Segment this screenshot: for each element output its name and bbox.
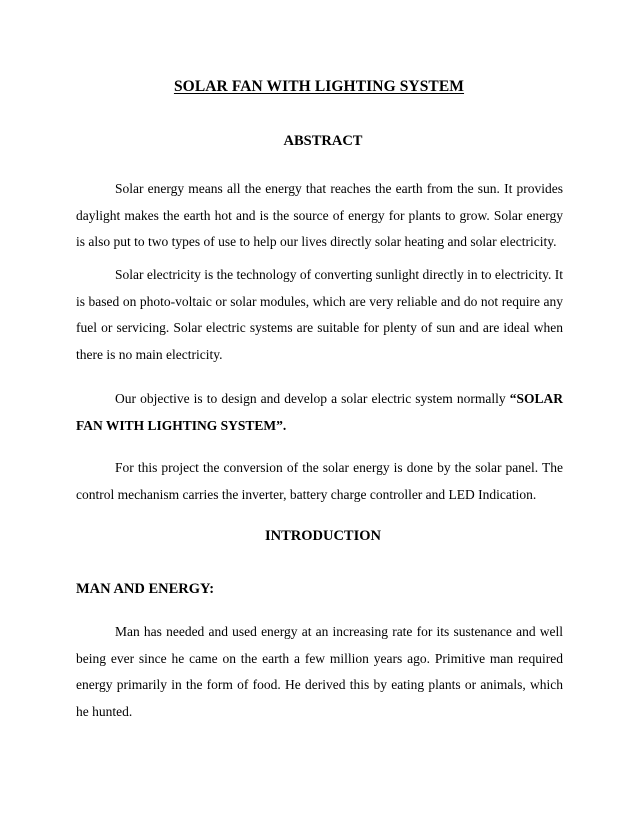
abstract-paragraph-4: For this project the conversion of the solar energy is done by the solar panel. The control mechanism carries the inverter, battery charge controller and LED Indication.	[76, 460, 563, 502]
abstract-heading: ABSTRACT	[283, 133, 363, 149]
abstract-paragraph-3	[76, 386, 563, 439]
abstract-paragraph-1: Solar energy means all the energy that reaches the earth from the sun. It provides daylight makes the earth hot and is the source of energy for plants to grow. Solar energy is also put to two types of use to help our lives directly solar heating and solar electricity.	[76, 181, 563, 249]
abstract-paragraph-2: Solar electricity is the technology of converting sunlight directly in to electricity. It is based on photo-voltaic or solar modules, which are very reliable and do not require any fuel or servicing. Solar electric systems are suitable for plenty of sun and are ideal when there is no main electricity.	[76, 267, 563, 362]
project-name-emphasis: “SOLAR FAN WITH LIGHTING SYSTEM”.	[76, 391, 563, 433]
introduction-heading: INTRODUCTION	[264, 528, 381, 544]
document-title: SOLAR FAN WITH LIGHTING SYSTEM	[173, 78, 465, 95]
objective-text: Our objective is to design and develop a solar electric system normally	[115, 391, 510, 406]
section-heading-man-and-energy: MAN AND ENERGY:	[76, 581, 215, 597]
introduction-paragraph-1: Man has needed and used energy at an increasing rate for its sustenance and well being ever since he came on the earth a few million years ago. Primitive man required energy primarily in the form of food. He derived this by eating plants or animals, which he hunted.	[76, 624, 563, 719]
